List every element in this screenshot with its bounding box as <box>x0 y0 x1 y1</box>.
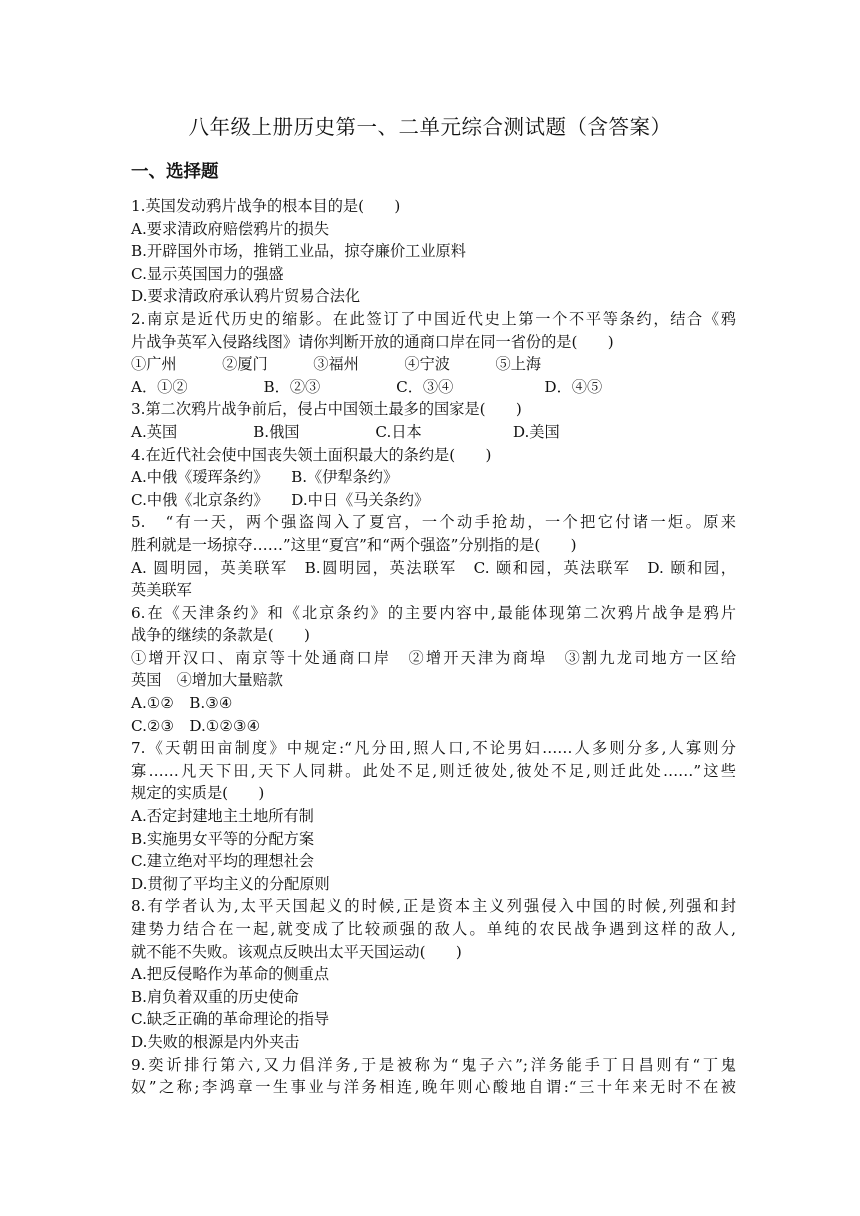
text-line: 4.在近代社会使中国丧失领土面积最大的条约是( ) <box>131 445 492 464</box>
text-line: 胜利就是一场掠夺……”这里“夏宫”和“两个强盗”分别指的是( ) <box>131 535 577 554</box>
text-line: C.②③ D.①②③④ <box>131 716 261 735</box>
text-line: 英国 ④增加大量赔款 <box>131 671 283 690</box>
text-line: A．①② B．②③ C．③④ D．④⑤ <box>131 377 603 396</box>
text-line: C.建立绝对平均的理想社会 <box>131 852 314 871</box>
text-line: 就不能不失败。该观点反映出太平天国运动( ) <box>131 942 462 961</box>
text-line: C.显示英国国力的强盛 <box>131 264 284 283</box>
text-line: 1.英国发动鸦片战争的根本目的是( ) <box>131 197 401 215</box>
text-line: 3.第二次鸦片战争前后，侵占中国领土最多的国家是( ) <box>131 400 522 419</box>
text-line: 6.在《天津条约》和《北京条约》的主要内容中,最能体现第二次鸦片战争是鸦片 <box>131 603 736 622</box>
text-line: ①广州 ②厦门 ③福州 ④宁波 ⑤上海 <box>131 355 542 374</box>
text-line: C.中俄《北京条约》 D.中日《马关条约》 <box>131 490 430 509</box>
text-line: A. 圆明园，英美联军 B.圆明园，英法联军 C. 颐和园，英法联军 D. 颐和园， <box>131 558 736 577</box>
question-list <box>131 195 736 1099</box>
text-line: B.实施男女平等的分配方案 <box>131 829 315 848</box>
text-line: 8.有学者认为,太平天国起义的时候,正是资本主义列强侵入中国的时候,列强和封 <box>131 897 736 916</box>
text-line: 英美联军 <box>131 581 192 600</box>
text-line: D.要求清政府承认鸦片贸易合法化 <box>131 287 361 306</box>
text-line: ①增开汉口、南京等十处通商口岸 ②增开天津为商埠 ③割九龙司地方一区给 <box>131 648 736 667</box>
text-line: 片战争英军入侵路线图》请你判断开放的通商口岸在同一省份的是( ) <box>131 332 614 351</box>
text-line: 5. “有一天，两个强盗闯入了夏宫，一个动手抢劫，一个把它付诸一炬。原来 <box>131 513 736 532</box>
text-line: A.要求清政府赔偿鸦片的损失 <box>131 219 330 238</box>
text-line: 建势力结合在一起,就变成了比较顽强的敌人。单纯的农民战争遇到这样的敌人, <box>131 920 736 938</box>
text-line: C.缺乏正确的革命理论的指导 <box>131 1010 330 1029</box>
text-line: A.中俄《瑷珲条约》 B.《伊犁条约》 <box>131 468 399 487</box>
text-line: 战争的继续的条款是( ) <box>131 626 310 645</box>
text-line: 规定的实质是( ) <box>131 784 265 803</box>
text-line: D.失败的根源是内外夹击 <box>131 1032 300 1051</box>
section-heading: 一、选择题 <box>131 162 219 182</box>
text-line: A.英国 B.俄国 C.日本 D.美国 <box>131 422 560 441</box>
text-line: D.贯彻了平均主义的分配原则 <box>131 874 330 893</box>
text-line: B.肩负着双重的历史使命 <box>131 987 299 1006</box>
document-title: 八年级上册历史第一、二单元综合测试题（含答案） <box>188 115 672 139</box>
text-line: 寡……凡天下田,天下人同耕。此处不足,则迁彼处,彼处不足,则迁此处……”这些 <box>131 761 736 780</box>
text-line: A.把反侵略作为革命的侧重点 <box>131 965 330 984</box>
text-line: A.①② B.③④ <box>131 694 233 713</box>
text-line: 9.奕䜣排行第六,又力倡洋务,于是被称为“鬼子六”;洋务能手丁日昌则有“丁鬼 <box>131 1055 736 1074</box>
text-line: 2.南京是近代历史的缩影。在此签订了中国近代史上第一个不平等条约，结合《鸦 <box>131 309 736 328</box>
text-line: 奴”之称;李鸿章一生事业与洋务相连,晚年则心酸地自谓:“三十年来无时不在被 <box>131 1078 736 1097</box>
text-line: A.否定封建地主土地所有制 <box>131 807 314 826</box>
text-line: 7.《天朝田亩制度》中规定:“凡分田,照人口,不论男妇……人多则分多,人寡则分 <box>131 739 736 758</box>
text-line: B.开辟国外市场，推销工业品，掠夺廉价工业原料 <box>131 242 466 261</box>
